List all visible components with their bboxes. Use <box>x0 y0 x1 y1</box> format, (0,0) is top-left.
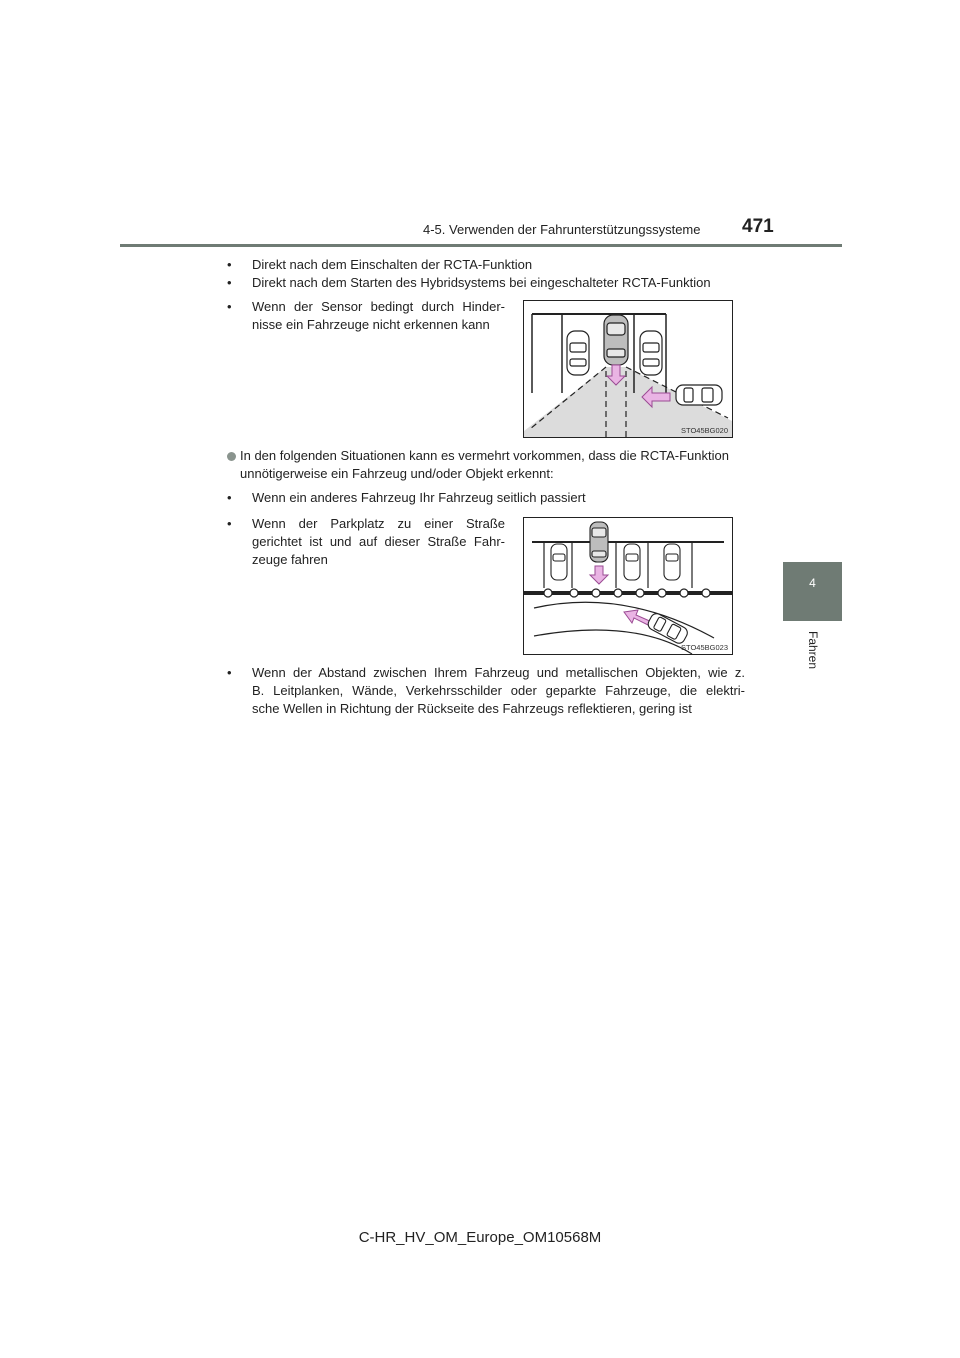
bullet-symbol: • <box>227 516 232 531</box>
chapter-label-text: Fahren <box>806 630 820 670</box>
bullet-item <box>227 664 745 718</box>
bullet-line: Wenn der Abstand zwischen Ihrem Fahrzeug und metallischen Objekten, wie z. <box>252 665 745 680</box>
bullet-symbol: • <box>227 665 232 680</box>
parking-obstruction-illustration <box>524 301 732 437</box>
parked-car <box>624 544 640 580</box>
caption-line: gerichtet ist und auf dieser Straße Fahr- <box>252 534 505 549</box>
own-car <box>604 315 628 365</box>
parked-car <box>551 544 567 580</box>
circle-item-line: unnötigerweise ein Fahrzeug und/oder Objekt erkennt: <box>240 466 554 481</box>
document-id: C-HR_HV_OM_Europe_OM10568M <box>358 1229 602 1246</box>
caption-line: Wenn der Parkplatz zu einer Straße <box>252 516 505 531</box>
chapter-label <box>806 625 820 675</box>
bullet-symbol: • <box>227 275 232 290</box>
caption-line: zeuge fahren <box>252 552 328 567</box>
figure-parking-road <box>523 517 733 655</box>
caption-line: nisse ein Fahrzeuge nicht erkennen kann <box>252 317 490 332</box>
parked-car-right <box>640 331 662 375</box>
bullet-line: sche Wellen in Richtung der Rückseite des Fahrzeugs reflektieren, gering ist <box>252 701 692 716</box>
bullet-item <box>227 489 767 507</box>
page-number: 471 <box>742 216 774 237</box>
bullet-text: Wenn ein anderes Fahrzeug Ihr Fahrzeug seitlich passiert <box>252 490 586 505</box>
fig2-caption <box>227 515 505 569</box>
figure-code: STO45BG023 <box>681 643 728 652</box>
figure-parking-obstruction <box>523 300 733 438</box>
circle-item-text <box>240 447 750 483</box>
bullet-item <box>227 256 767 274</box>
section-title: 4-5. Verwenden der Fahrunterstützungssysteme <box>423 222 701 237</box>
figure-code: STO45BG020 <box>681 426 728 435</box>
bullet-text: Direkt nach dem Starten des Hybridsystems bei eingeschalteter RCTA-Funktion <box>252 275 711 290</box>
header-rule <box>120 244 842 247</box>
bullet-symbol: • <box>227 257 232 272</box>
circle-bullet-icon <box>227 452 236 461</box>
crossing-car <box>676 385 722 405</box>
bullet-symbol: • <box>227 490 232 505</box>
parked-car <box>664 544 680 580</box>
bullet-symbol: • <box>227 299 232 314</box>
chapter-tab <box>783 562 842 621</box>
bullet-line: B. Leitplanken, Wände, Verkehrsschilder oder geparkte Fahrzeuge, die elektri- <box>252 683 745 698</box>
parked-car-left <box>567 331 589 375</box>
bullet-item <box>227 274 767 292</box>
caption-line: Wenn der Sensor bedingt durch Hinder- <box>252 299 505 314</box>
circle-item-line: In den folgenden Situationen kann es vermehrt vorkommen, dass die RCTA-Funktion <box>240 448 729 463</box>
chapter-number: 4 <box>809 576 816 590</box>
own-car <box>590 522 608 562</box>
bullet-text: Direkt nach dem Einschalten der RCTA-Funktion <box>252 257 533 272</box>
reverse-arrow <box>590 566 608 584</box>
fig1-caption <box>227 298 505 334</box>
parking-road-illustration <box>524 518 732 654</box>
